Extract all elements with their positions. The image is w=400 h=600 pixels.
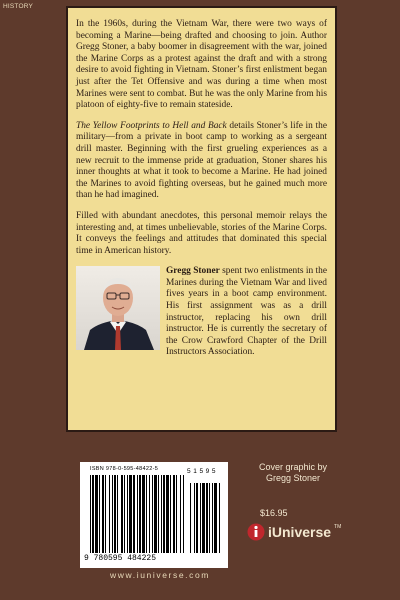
description-paragraph-2: [76, 121, 327, 202]
isbn-barcode: [90, 475, 220, 553]
author-name: Gregg Stoner: [166, 266, 220, 277]
description-paragraph-1: In the 1960s, during the Vietnam War, there were two ways of becoming a Marine—being drafted and choosing to join. Author Gregg Stoner, a baby boomer in disagreement with the war, joined the Marine Corps as a protest against the draft and with a strong desire to avoid fighting in Vietnam. Stoner’s first enlistment began just after the Tet Offensive and was during a time when most Marines were sent to combat. But he was the only Marine from his platoon of eighty-five to remain stateside.: [76, 19, 327, 111]
barcode-box: [80, 462, 228, 568]
publisher-trademark: TM: [334, 524, 342, 530]
price-code-label: 5 1 5 9 5: [187, 468, 216, 475]
author-photo: [76, 266, 160, 350]
isbn-label: ISBN 978-0-595-48422-5: [90, 466, 159, 472]
description-panel: [66, 6, 337, 432]
book-title: The Yellow Footprints to Hell and Back: [76, 120, 227, 131]
publisher-website: www.iuniverse.com: [110, 570, 210, 580]
publisher-name: iUniverse: [268, 524, 332, 540]
price: $16.95: [260, 508, 288, 518]
author-block: [76, 266, 327, 359]
description-paragraph-2-text: details Stoner’s life in the military—from a private in boot camp to working as a sergeant drill master. Beginning with the first grueling experiences as a new recruit to the immense pride at graduation, Stoner shares his inner thoughts at what it took to become a Marine. He had joined the Marines to avoid fighting overseas, but he gained much more than he had imagined.: [76, 120, 328, 201]
isbn-digits: 9 780595 484225: [84, 554, 157, 563]
publisher-logo: [247, 522, 341, 542]
author-bio-text: spent two enlistments in the Marines during the Vietnam War and lived fives years in a boot camp environment. His first assignment was as a drill instructor, replacing his own drill instructor. He is currently the secretary of the Crow Crawford Chapter of the Drill Instructors Association.: [166, 266, 327, 358]
category-label: HISTORY: [3, 3, 34, 10]
iuniverse-logo-icon: [247, 523, 265, 541]
cover-credit-line-1: Cover graphic by: [258, 462, 328, 472]
description-paragraph-3: Filled with abundant anecdotes, this personal memoir relays the interesting and, at times unbelievable, stories of the Marine Corps. It conveys the feelings and attitudes that dominated this special time in American history.: [76, 210, 327, 256]
cover-credit-line-2: Gregg Stoner: [265, 473, 321, 483]
cover-credit: [248, 462, 338, 484]
